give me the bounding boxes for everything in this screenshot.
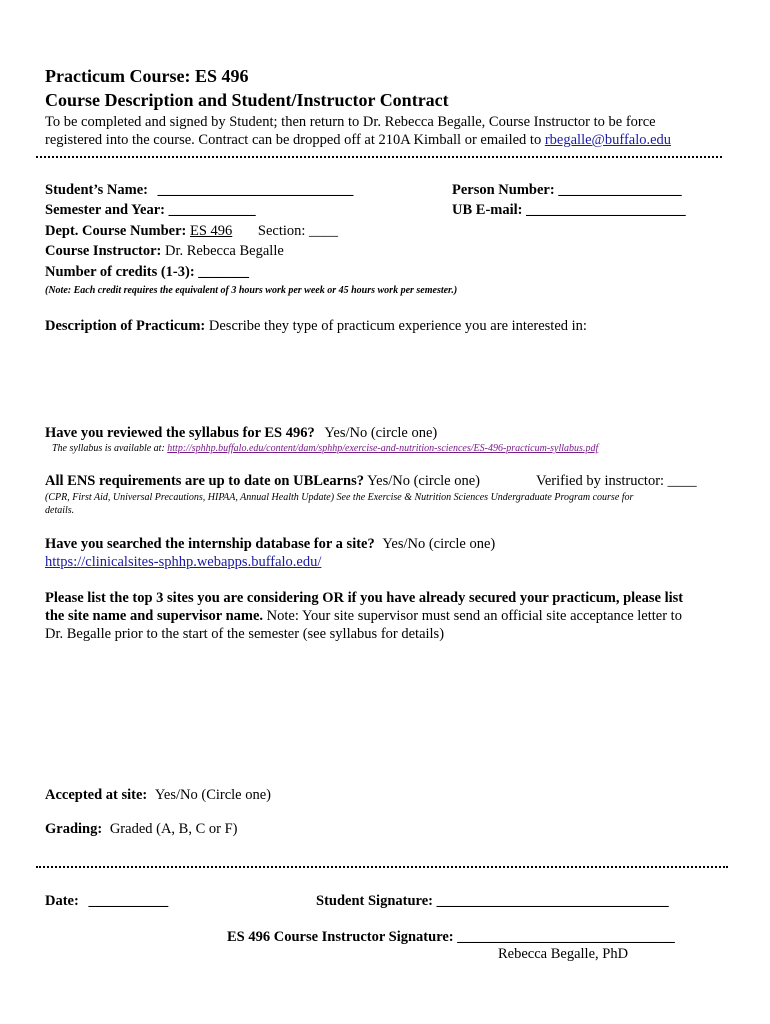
- ens-note-line-2: details.: [45, 505, 75, 516]
- description-answer-area[interactable]: [45, 340, 725, 420]
- description-text: Describe they type of practicum experience you are interested in:: [208, 318, 587, 334]
- grading-row: [45, 821, 238, 838]
- top-dotted-divider: [36, 156, 722, 158]
- ub-email-row: [452, 202, 686, 219]
- description-label: Description of Practicum:: [45, 318, 206, 334]
- instructor-email-link[interactable]: rbegalle@buffalo.edu: [544, 132, 672, 148]
- sites-line-3: Dr. Begalle prior to the start of the semester (see syllabus for details): [45, 626, 445, 642]
- internship-question: Have you searched the internship database for a site?: [45, 536, 375, 552]
- ens-answer[interactable]: Yes/No (circle one): [367, 473, 480, 489]
- syllabus-note-text: The syllabus is available at:: [52, 443, 168, 454]
- date-blank[interactable]: ___________: [88, 893, 169, 909]
- instructor-signature-label: ES 496 Course Instructor Signature:: [227, 929, 454, 945]
- instructor-row: [45, 243, 284, 260]
- instructor-value: Dr. Rebecca Begalle: [165, 243, 284, 259]
- ens-question: All ENS requirements are up to date on UBLearns?: [45, 473, 365, 489]
- semester-label: Semester and Year:: [45, 202, 166, 218]
- syllabus-note: [52, 443, 598, 454]
- grading-value: Graded (A, B, C or F): [109, 821, 238, 837]
- person-number-row: [452, 182, 682, 199]
- intro-line-1: To be completed and signed by Student; then return to Dr. Rebecca Begalle, Course Instructor to be force: [45, 114, 656, 130]
- student-signature-row: [316, 893, 669, 910]
- person-number-label: Person Number:: [452, 182, 555, 198]
- ens-verified[interactable]: Verified by instructor: ____: [536, 473, 697, 489]
- date-label: Date:: [45, 893, 79, 909]
- accepted-row: [45, 787, 271, 804]
- title-line-1: Practicum Course: ES 496: [45, 66, 249, 86]
- student-signature-label: Student Signature:: [316, 893, 433, 909]
- intro-line-2-text: registered into the course. Contract can be dropped off at 210A Kimball or emailed to: [45, 132, 545, 148]
- instructor-signature-row: [227, 929, 675, 946]
- section-field[interactable]: Section: ____: [257, 223, 339, 239]
- syllabus-answer[interactable]: Yes/No (circle one): [324, 425, 438, 441]
- sites-answer-area[interactable]: [45, 650, 725, 780]
- credits-note: (Note: Each credit requires the equivalent of 3 hours work per week or 45 hours work per semester.): [45, 285, 458, 296]
- sites-line-1: Please list the top 3 sites you are considering OR if you have already secured your practicum, please list: [45, 590, 684, 606]
- intro-line-2: [45, 132, 671, 149]
- internship-answer[interactable]: Yes/No (circle one): [382, 536, 496, 552]
- title-line-2: Course Description and Student/Instructor Contract: [45, 90, 449, 110]
- ens-row: [45, 473, 480, 490]
- student-signature-blank[interactable]: ________________________________: [436, 893, 669, 909]
- students-name-blank[interactable]: ___________________________: [157, 182, 354, 198]
- dept-row: [45, 223, 338, 240]
- credits-label: Number of credits (1-3):: [45, 264, 195, 280]
- date-row: [45, 893, 168, 910]
- credits-blank[interactable]: _______: [198, 264, 250, 280]
- syllabus-row: [45, 425, 437, 442]
- semester-row: [45, 202, 256, 219]
- accepted-value[interactable]: Yes/No (Circle one): [154, 787, 272, 803]
- accepted-label: Accepted at site:: [45, 787, 148, 803]
- person-number-blank[interactable]: _________________: [558, 182, 682, 198]
- ub-email-blank[interactable]: ______________________: [526, 202, 686, 218]
- sites-line-2: [45, 608, 682, 625]
- internship-row: [45, 536, 495, 553]
- instructor-name: Rebecca Begalle, PhD: [498, 946, 629, 962]
- semester-blank[interactable]: ____________: [168, 202, 256, 218]
- sites-line-2-rest: Note: Your site supervisor must send an official site acceptance letter to: [263, 608, 682, 624]
- syllabus-question: Have you reviewed the syllabus for ES 496?: [45, 425, 315, 441]
- grading-label: Grading:: [45, 821, 103, 837]
- bottom-dotted-divider: [36, 866, 728, 868]
- syllabus-link[interactable]: http://sphhp.buffalo.edu/content/dam/sphhp/exercise-and-nutrition-sciences/ES-496-practicum-syllabus.pdf: [167, 443, 599, 454]
- students-name-row: [45, 182, 353, 199]
- credits-row: [45, 264, 249, 281]
- internship-database-link[interactable]: https://clinicalsites-sphhp.webapps.buffalo.edu/: [45, 554, 322, 570]
- dept-value: ES 496: [189, 223, 233, 239]
- sites-line-2-bold: the site name and supervisor name.: [45, 608, 264, 624]
- ens-note-line-1: (CPR, First Aid, Universal Precautions, HIPAA, Annual Health Update) See the Exercise & Nutrition Sciences Undergraduate Program course for: [45, 492, 634, 503]
- dept-label: Dept. Course Number:: [45, 223, 187, 239]
- instructor-signature-blank[interactable]: ______________________________: [457, 929, 675, 945]
- ub-email-label: UB E-mail:: [452, 202, 523, 218]
- description-row: [45, 318, 587, 335]
- instructor-label: Course Instructor:: [45, 243, 162, 259]
- students-name-label: Student’s Name:: [45, 182, 148, 198]
